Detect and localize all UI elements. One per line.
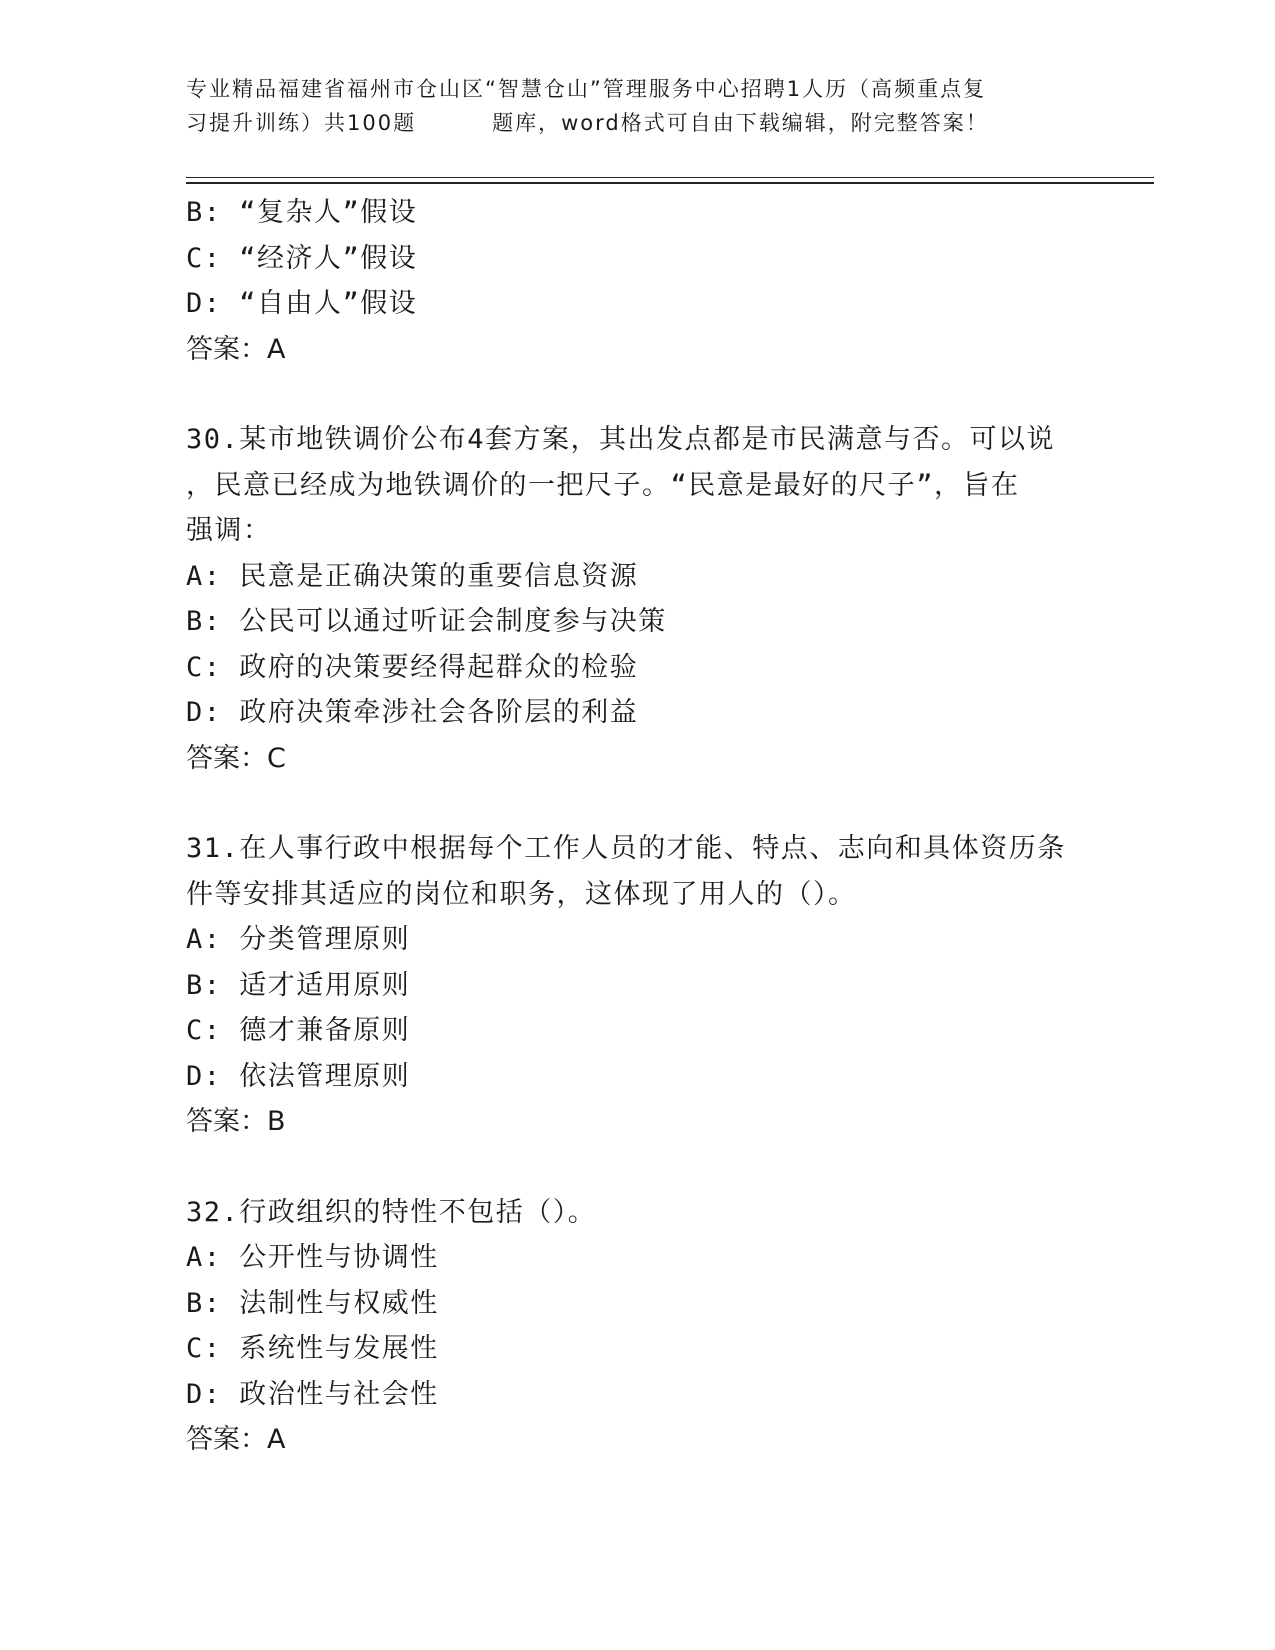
question-stem: 32.行政组织的特性不包括（）。: [186, 1196, 597, 1228]
option-c: C: 德才兼备原则: [186, 1015, 411, 1046]
question-stem: 件等安排其适应的岗位和职务，这体现了用人的（）。: [186, 878, 857, 910]
question-31: [186, 826, 1086, 1145]
answer: 答案：B: [186, 1106, 286, 1137]
option-c: C: 政府的决策要经得起群众的检验: [186, 651, 639, 683]
question-stem: 强调：: [186, 515, 272, 546]
option-b: B: 法制性与权威性: [186, 1287, 439, 1319]
option-a: A: 公开性与协调性: [186, 1242, 439, 1273]
option-a: A: 民意是正确决策的重要信息资源: [186, 560, 639, 592]
header-line-2: [186, 106, 1086, 140]
option-b: B: 公民可以通过听证会制度参与决策: [186, 606, 667, 637]
option-c: C: “经济人”假设: [186, 242, 418, 274]
answer: 答案：A: [186, 333, 286, 365]
option-d: D: 政府决策牵涉社会各阶层的利益: [186, 697, 639, 728]
option-d: D: 政治性与社会性: [186, 1378, 439, 1410]
option-c: C: 系统性与发展性: [186, 1333, 439, 1364]
header-line-1: 专业精品福建省福州市仓山区“智慧仓山”管理服务中心招聘1人历（高频重点复: [186, 77, 987, 101]
question-stem: ，民意已经成为地铁调价的一把尺子。“民意是最好的尺子”，旨在: [186, 469, 1020, 501]
option-b: B: 适才适用原则: [186, 969, 411, 1001]
header-rule-thin: [186, 177, 1154, 178]
option-b: B: “复杂人”假设: [186, 197, 418, 228]
header-line-2b: 题库，word格式可自由下载编辑，附完整答案！: [492, 111, 989, 135]
question-30: [186, 417, 1086, 781]
header-rule-thick: [186, 182, 1154, 184]
document-header: [186, 72, 1086, 140]
option-d: D: “自由人”假设: [186, 288, 418, 319]
option-a: A: 分类管理原则: [186, 924, 411, 955]
question-32: [186, 1190, 1086, 1463]
question-29-continued: [186, 190, 1086, 372]
question-stem: 30.某市地铁调价公布4套方案，其出发点都是市民满意与否。可以说: [186, 424, 1056, 455]
header-line-2a: 习提升训练）共100题: [186, 111, 417, 135]
answer: 答案：C: [186, 742, 286, 774]
option-d: D: 依法管理原则: [186, 1060, 411, 1092]
question-stem: 31.在人事行政中根据每个工作人员的才能、特点、志向和具体资历条: [186, 833, 1066, 864]
question-list: [186, 190, 1086, 1463]
answer: 答案：A: [186, 1424, 286, 1455]
